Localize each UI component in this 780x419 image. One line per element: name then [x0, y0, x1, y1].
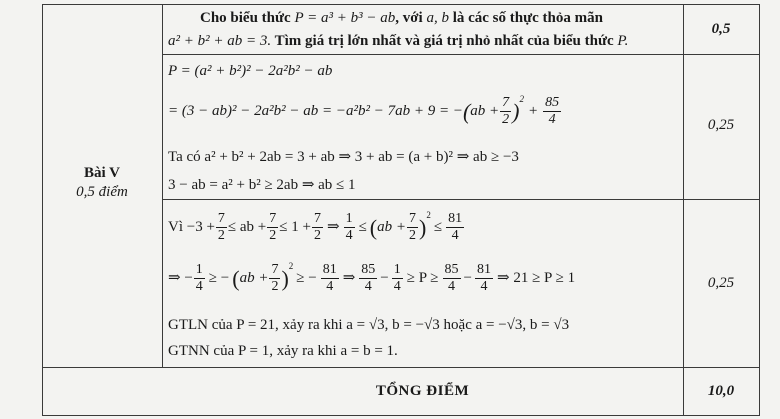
step-6: ⇒ − $\frac{1}{4}$ ≥ − ( ab + $\frac{7}{2}$ ) $^2$ ≥ − $\frac{81}{4}$ ⇒ $\frac{85}{4}$ − $\frac{1}{4}$ ≥ P ≥ $\frac{85}{4}$ − $\frac{81}{4}$ ⇒ 21 ≥ P ≥ 1 — [168, 261, 576, 295]
score-part1: 0,25 — [707, 117, 735, 133]
problem-line-2: a² + b² + ab = 3. Tìm giá trị lớn nhất và giá trị nhỏ nhất của biểu thức P. — [168, 33, 629, 49]
score-part2: 0,25 — [707, 275, 735, 291]
table-top-border — [42, 4, 760, 5]
table-bottom-border — [42, 415, 760, 416]
table-right-border — [759, 4, 760, 416]
min-line: GTNN của P = 1, xảy ra khi a = b = 1. — [168, 343, 398, 359]
row-divider-part1 — [162, 199, 760, 200]
score-total: 10,0 — [707, 383, 735, 399]
step-5: Vì −3 + $\frac{7}{2}$ ≤ ab + $\frac{7}{2}$ ≤ 1 + $\frac{7}{2}$ ⇒ $\frac{1}{4}$ ≤ ( ab + $\frac{7}{2}$ ) $^2$ ≤ $\frac{81}{4}$ — [168, 210, 463, 244]
row-divider-intro — [162, 54, 760, 55]
score-intro: 0,5 — [711, 21, 731, 37]
col-divider-left — [162, 4, 163, 368]
step-1: P = (a² + b²)² − 2a²b² − ab — [168, 63, 333, 79]
step-3: Ta có a² + b² + 2ab = 3 + ab ⇒ 3 + ab = (a + b)² ⇒ ab ≥ −3 — [168, 149, 519, 165]
step-2: = (3 − ab)² − 2a²b² − ab = −a²b² − 7ab + 9 = − ( ab + $\frac{7}{2}$ ) $^2$ + $\frac{85}{4}$ — [168, 94, 560, 128]
total-label: TỔNG ĐIỂM — [375, 383, 470, 399]
table-left-border — [42, 4, 43, 416]
problem-score: 0,5 điểm — [76, 184, 128, 200]
problem-line-1: Cho biểu thức P = a³ + b³ − ab, với a, b là các số thực thỏa mãn — [200, 10, 603, 26]
row-divider-total — [42, 367, 760, 368]
max-line: GTLN của P = 21, xảy ra khi a = √3, b = −√3 hoặc a = −√3, b = √3 — [168, 317, 570, 333]
col-divider-score — [683, 4, 684, 416]
problem-title: Bài V — [84, 165, 120, 181]
step-4: 3 − ab = a² + b² ≥ 2ab ⇒ ab ≤ 1 — [168, 177, 356, 193]
